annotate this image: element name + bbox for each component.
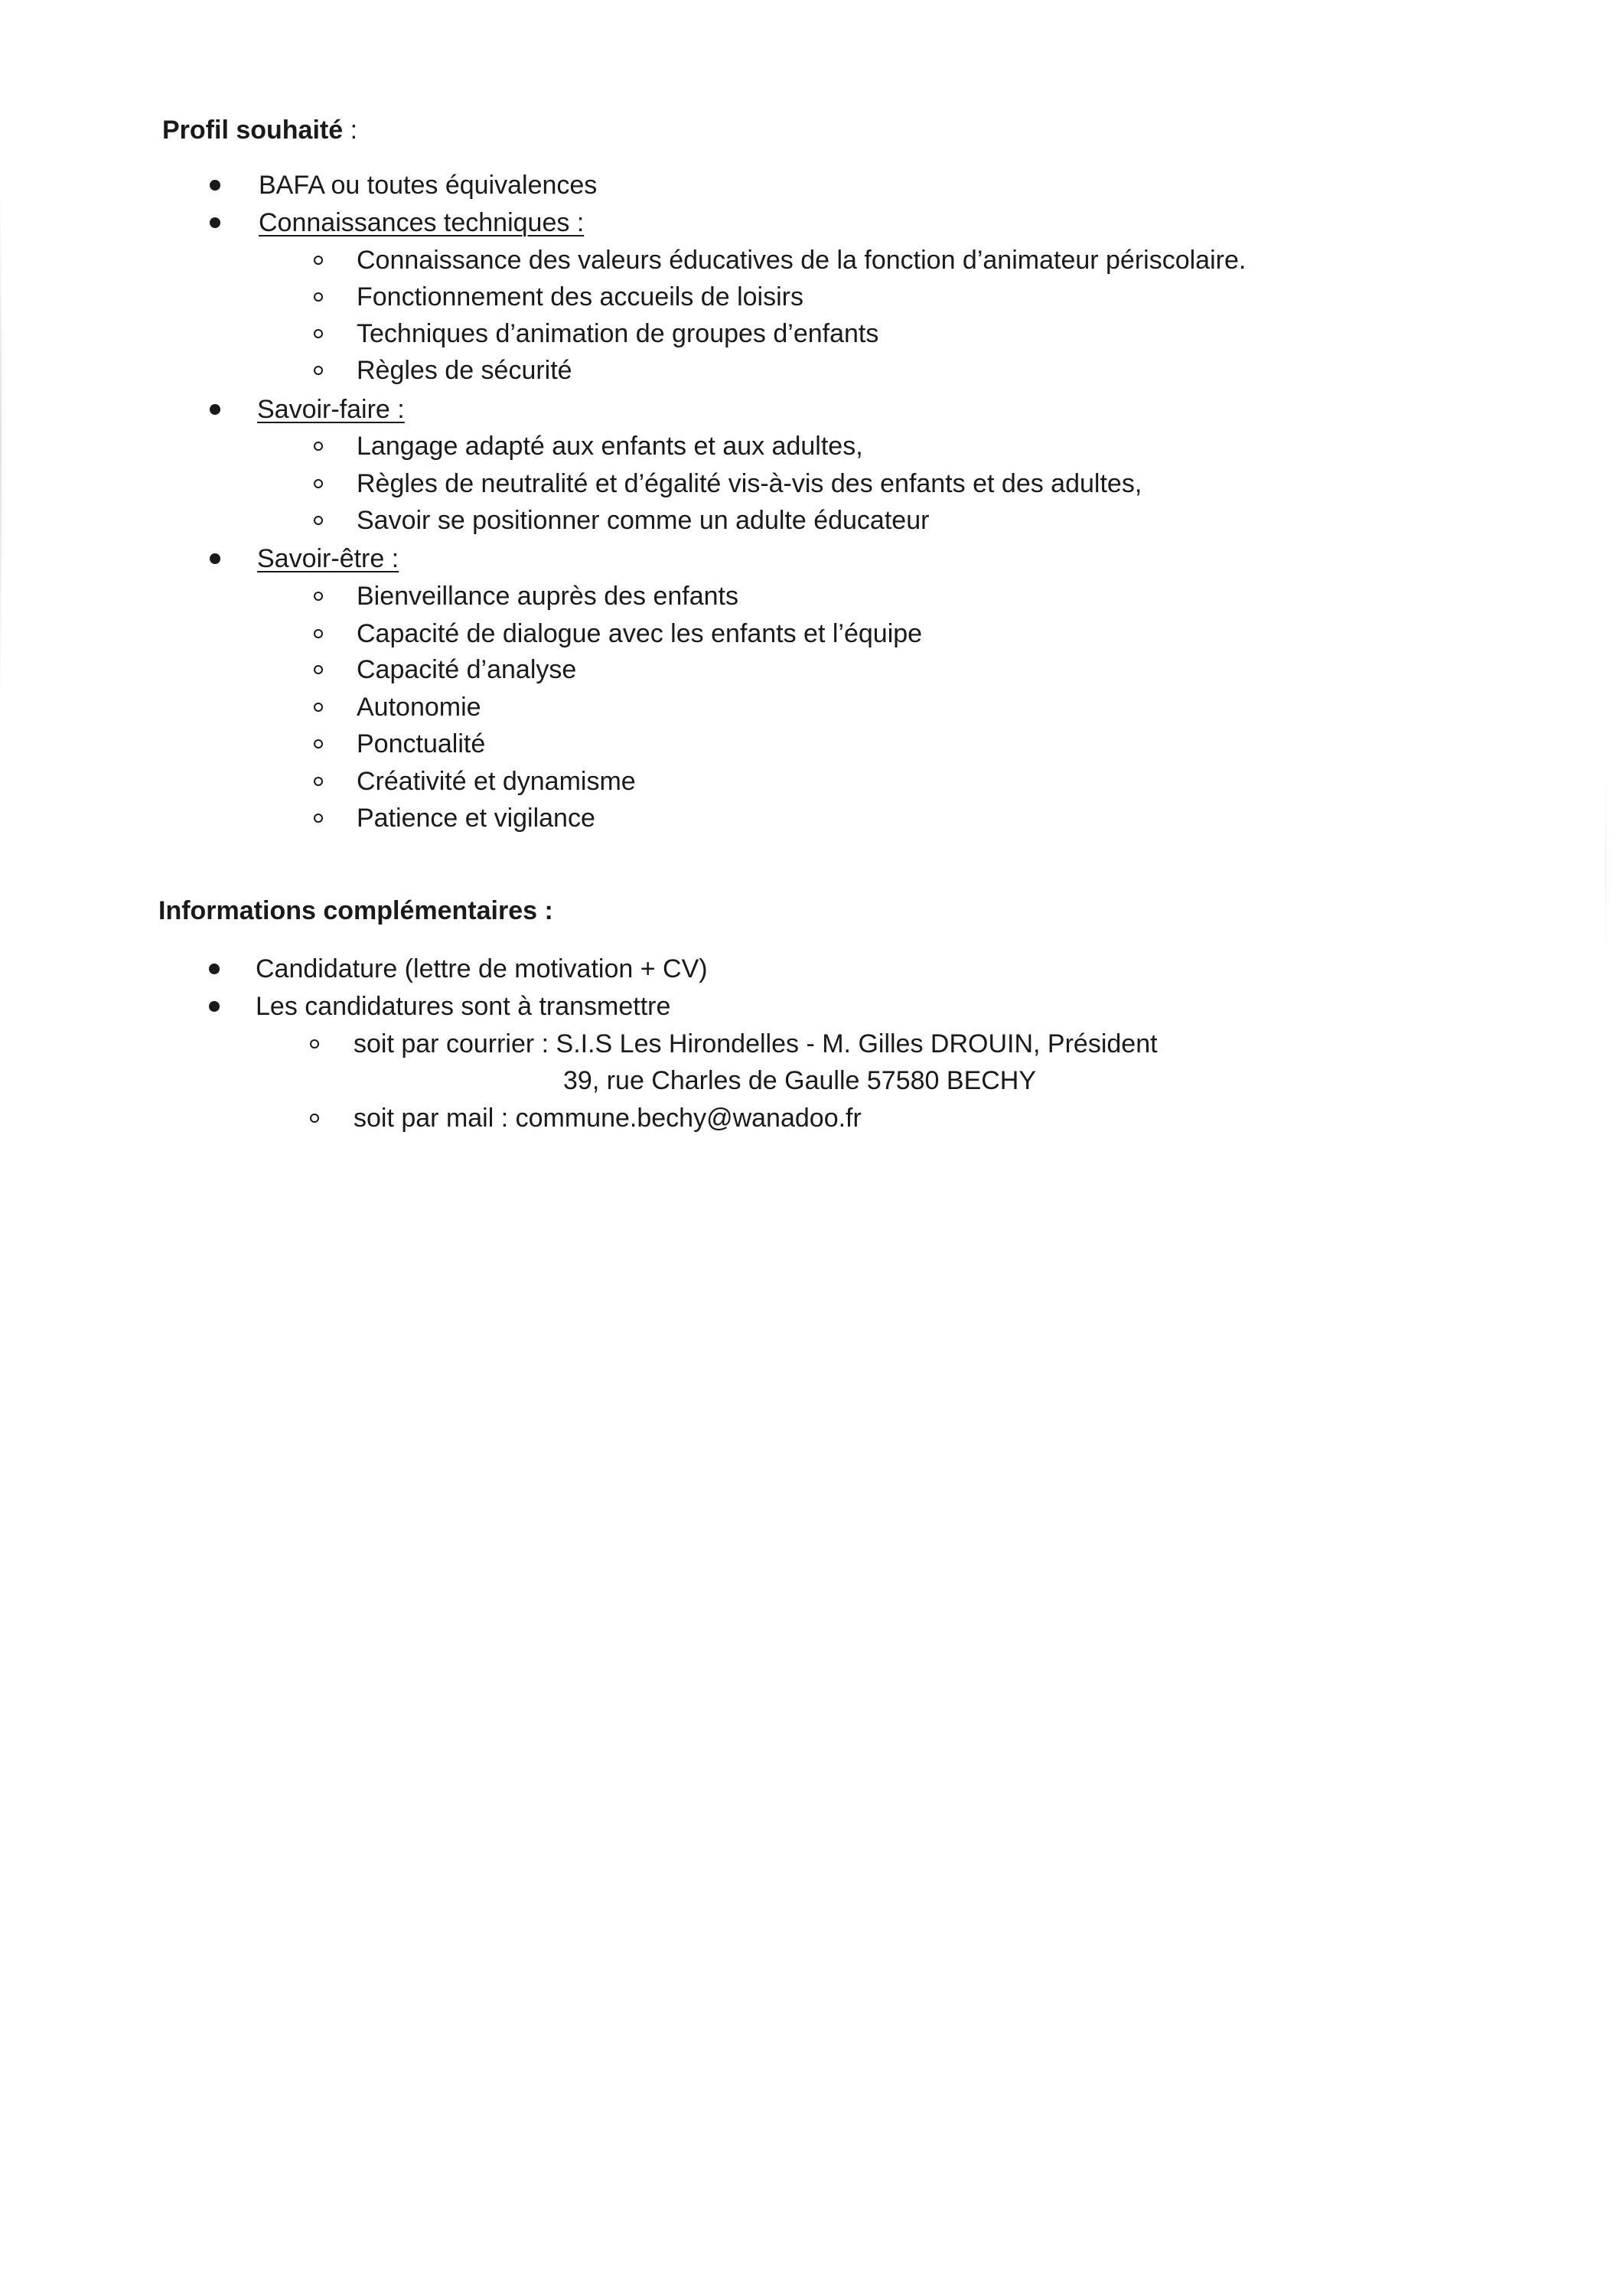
sub-item-langage-adapte: Langage adapté aux enfants et aux adultes, — [357, 432, 863, 461]
sub-bullet-icon — [314, 256, 323, 265]
sub-item-ponctualite: Ponctualité — [357, 729, 486, 758]
sub-bullet-icon — [314, 777, 323, 786]
sub-item-mail: soit par mail : commune.bechy@wanadoo.fr — [354, 1104, 862, 1133]
sub-bullet-icon — [310, 1039, 319, 1049]
bullet-icon — [210, 553, 220, 564]
bullet-icon — [210, 404, 220, 415]
sub-item-accueils-loisirs: Fonctionnement des accueils de loisirs — [357, 282, 803, 311]
sub-bullet-icon — [314, 703, 323, 712]
sub-bullet-icon — [314, 516, 323, 525]
profil-heading-colon: : — [343, 116, 358, 145]
infos-heading: Informations complémentaires : — [158, 896, 553, 925]
sub-bullet-icon — [314, 366, 323, 375]
sub-item-valeurs-educatives: Connaissance des valeurs éducatives de la fonction d’animateur périscolaire. — [357, 246, 1247, 275]
sub-item-bienveillance: Bienveillance auprès des enfants — [357, 582, 738, 611]
sub-bullet-icon — [314, 814, 323, 823]
sub-bullet-icon — [314, 442, 323, 451]
scan-edge-shadow — [0, 184, 2, 704]
sub-bullet-icon — [314, 592, 323, 601]
bullet-icon — [209, 1001, 220, 1012]
sub-item-creativite: Créativité et dynamisme — [357, 767, 636, 796]
profil-heading-text: Profil souhaité — [162, 116, 344, 145]
list-item-savoir-faire: Savoir-faire : — [257, 395, 405, 424]
sub-item-dialogue: Capacité de dialogue avec les enfants et l’équipe — [357, 619, 923, 648]
list-item-savoir-etre: Savoir-être : — [257, 544, 399, 573]
bullet-icon — [210, 180, 220, 191]
sub-item-patience: Patience et vigilance — [357, 804, 595, 833]
sub-item-courrier: soit par courrier : S.I.S Les Hirondelles - M. Gilles DROUIN, Président — [354, 1029, 1158, 1058]
sub-bullet-icon — [314, 665, 323, 674]
sub-bullet-icon — [314, 329, 323, 338]
sub-bullet-icon — [314, 739, 323, 748]
list-item-connaissances-techniques: Connaissances techniques : — [259, 208, 585, 237]
bullet-icon — [210, 217, 220, 228]
sub-bullet-icon — [314, 292, 323, 302]
list-item-transmettre: Les candidatures sont à transmettre — [256, 992, 671, 1021]
sub-bullet-icon — [310, 1114, 319, 1123]
list-item-bafa: BAFA ou toutes équivalences — [259, 171, 598, 200]
bullet-icon — [209, 964, 220, 974]
sub-item-autonomie: Autonomie — [357, 693, 481, 722]
list-item-candidature: Candidature (lettre de motivation + CV) — [256, 954, 708, 983]
sub-item-neutralite-egalite: Règles de neutralité et d’égalité vis-à-vis des enfants et des adultes, — [357, 469, 1142, 498]
address-line: 39, rue Charles de Gaulle 57580 BECHY — [563, 1066, 1037, 1095]
profil-heading — [162, 115, 357, 145]
scan-edge-shadow-right — [1605, 765, 1606, 964]
sub-item-adulte-educateur: Savoir se positionner comme un adulte éducateur — [357, 506, 930, 535]
sub-item-regles-securite: Règles de sécurité — [357, 356, 572, 385]
sub-bullet-icon — [314, 479, 323, 488]
sub-bullet-icon — [314, 629, 323, 638]
sub-item-analyse: Capacité d’analyse — [357, 655, 577, 684]
sub-item-techniques-animation: Techniques d’animation de groupes d’enfants — [357, 319, 879, 348]
